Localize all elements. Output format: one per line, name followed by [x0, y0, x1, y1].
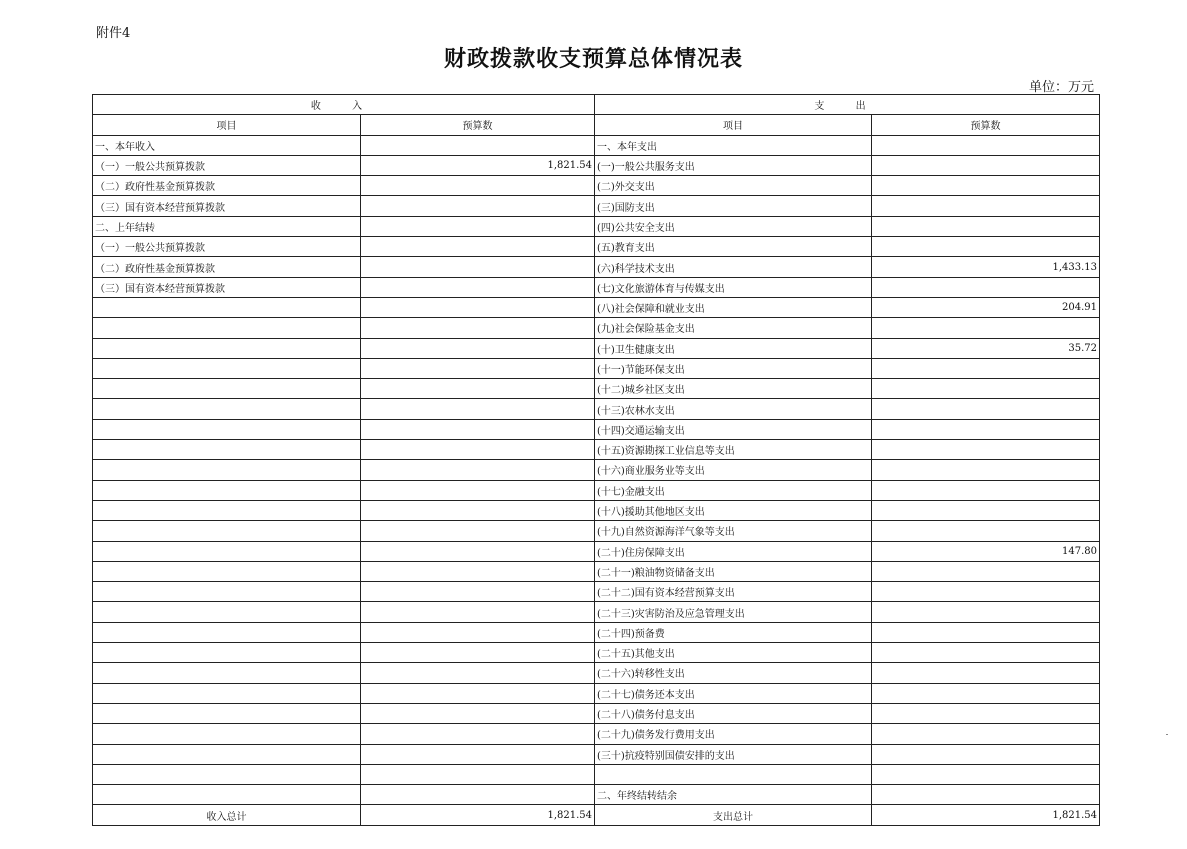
table-row	[93, 764, 1100, 784]
expense-header-text: 支 出	[814, 101, 880, 113]
income-item-cell	[93, 541, 361, 561]
expense-item-cell: (四)公共安全支出	[595, 216, 872, 236]
income-item-cell	[93, 724, 361, 744]
expense-item-cell: (三十)抗疫特别国债安排的支出	[595, 744, 872, 764]
income-item-cell: （三）国有资本经营预算拨款	[93, 196, 361, 216]
expense-item-cell: (二)外交支出	[595, 176, 872, 196]
expense-item-cell: (十)卫生健康支出	[595, 338, 872, 358]
table-row	[93, 216, 1100, 236]
expense-value-cell: 35.72	[872, 338, 1100, 358]
table-row	[93, 703, 1100, 723]
expense-total-label: 支出总计	[595, 805, 872, 825]
expense-value-cell	[872, 744, 1100, 764]
expense-item-cell: (八)社会保障和就业支出	[595, 297, 872, 317]
expense-item-cell: 一、本年支出	[595, 135, 872, 155]
income-value-cell	[361, 237, 595, 257]
expense-item-cell: (二十六)转移性支出	[595, 663, 872, 683]
income-total-value: 1,821.54	[361, 805, 595, 825]
income-item-cell: （三）国有资本经营预算拨款	[93, 277, 361, 297]
expense-value-cell	[872, 724, 1100, 744]
expense-value-cell	[872, 480, 1100, 500]
expense-value-cell	[872, 460, 1100, 480]
income-value-cell	[361, 521, 595, 541]
expense-item-cell: (二十)住房保障支出	[595, 541, 872, 561]
table-row	[93, 561, 1100, 581]
totals-row	[93, 805, 1100, 825]
income-item-cell	[93, 480, 361, 500]
income-value-cell	[361, 541, 595, 561]
expense-value-cell: 204.91	[872, 297, 1100, 317]
income-value-cell	[361, 176, 595, 196]
income-item-cell: （二）政府性基金预算拨款	[93, 176, 361, 196]
income-budget-header: 预算数	[361, 115, 595, 135]
table-row	[93, 663, 1100, 683]
income-item-cell	[93, 440, 361, 460]
expense-item-cell: (十九)自然资源海洋气象等支出	[595, 521, 872, 541]
expense-budget-header: 预算数	[872, 115, 1100, 135]
table-row	[93, 419, 1100, 439]
income-item-cell	[93, 561, 361, 581]
income-item-cell	[93, 602, 361, 622]
table-row	[93, 297, 1100, 317]
expense-value-cell	[872, 358, 1100, 378]
income-item-cell: 一、本年收入	[93, 135, 361, 155]
income-value-cell	[361, 561, 595, 581]
table-row	[93, 785, 1100, 805]
expense-value-cell	[872, 277, 1100, 297]
table-row	[93, 155, 1100, 175]
expense-item-cell: (十二)城乡社区支出	[595, 379, 872, 399]
table-row	[93, 460, 1100, 480]
column-header-row	[93, 115, 1100, 135]
expense-value-cell	[872, 379, 1100, 399]
income-header-text: 收 入	[310, 101, 377, 113]
expense-value-cell	[872, 135, 1100, 155]
expense-value-cell	[872, 419, 1100, 439]
table-row	[93, 237, 1100, 257]
table-row	[93, 399, 1100, 419]
scan-mark	[1166, 734, 1168, 735]
income-item-header: 项目	[93, 115, 361, 135]
expense-item-cell: (十四)交通运输支出	[595, 419, 872, 439]
expense-value-cell	[872, 176, 1100, 196]
expense-item-cell: (二十三)灾害防治及应急管理支出	[595, 602, 872, 622]
expense-item-cell: (十六)商业服务业等支出	[595, 460, 872, 480]
expense-value-cell	[872, 683, 1100, 703]
table-row	[93, 724, 1100, 744]
income-item-cell	[93, 460, 361, 480]
expense-item-cell: (十八)援助其他地区支出	[595, 500, 872, 520]
income-item-cell	[93, 379, 361, 399]
income-value-cell	[361, 622, 595, 642]
income-item-cell	[93, 500, 361, 520]
expense-value-cell	[872, 561, 1100, 581]
table-row	[93, 135, 1100, 155]
expense-value-cell	[872, 196, 1100, 216]
unit-label: 单位：万元	[1028, 80, 1094, 95]
income-item-cell	[93, 622, 361, 642]
expense-item-cell: (十五)资源勘探工业信息等支出	[595, 440, 872, 460]
expense-value-cell: 147.80	[872, 541, 1100, 561]
income-value-cell	[361, 338, 595, 358]
budget-table	[92, 94, 1100, 826]
income-value-cell	[361, 683, 595, 703]
income-value-cell	[361, 663, 595, 683]
income-value-cell	[361, 582, 595, 602]
income-item-cell	[93, 419, 361, 439]
table-row	[93, 500, 1100, 520]
income-value-cell	[361, 399, 595, 419]
income-item-cell: （二）政府性基金预算拨款	[93, 257, 361, 277]
table-row	[93, 643, 1100, 663]
table-row	[93, 196, 1100, 216]
income-value-cell	[361, 460, 595, 480]
expense-item-cell: (二十九)债务发行费用支出	[595, 724, 872, 744]
income-value-cell	[361, 744, 595, 764]
table-row	[93, 379, 1100, 399]
income-total-label: 收入总计	[93, 805, 361, 825]
income-value-cell	[361, 440, 595, 460]
income-item-cell: （一）一般公共预算拨款	[93, 237, 361, 257]
expense-value-cell	[872, 785, 1100, 805]
income-value-cell	[361, 358, 595, 378]
expense-value-cell	[872, 500, 1100, 520]
income-value-cell	[361, 277, 595, 297]
expense-item-cell: (六)科学技术支出	[595, 257, 872, 277]
income-item-cell	[93, 399, 361, 419]
table-row	[93, 521, 1100, 541]
table-body	[93, 135, 1100, 805]
income-item-cell	[93, 764, 361, 784]
income-value-cell	[361, 764, 595, 784]
table-row	[93, 440, 1100, 460]
income-value-cell	[361, 785, 595, 805]
income-item-cell: （一）一般公共预算拨款	[93, 155, 361, 175]
table-row	[93, 277, 1100, 297]
expense-item-cell: (二十一)粮油物资储备支出	[595, 561, 872, 581]
expense-value-cell	[872, 521, 1100, 541]
expense-item-cell: (三)国防支出	[595, 196, 872, 216]
income-value-cell	[361, 480, 595, 500]
table-row	[93, 338, 1100, 358]
expense-value-cell	[872, 318, 1100, 338]
expense-item-cell	[595, 764, 872, 784]
expense-item-cell: (二十七)债务还本支出	[595, 683, 872, 703]
section-header-row	[93, 95, 1100, 115]
expense-item-cell: (十一)节能环保支出	[595, 358, 872, 378]
expense-item-cell: (二十四)预备费	[595, 622, 872, 642]
income-value-cell	[361, 703, 595, 723]
income-item-cell	[93, 643, 361, 663]
expense-item-cell: 二、年终结转结余	[595, 785, 872, 805]
expense-value-cell	[872, 663, 1100, 683]
income-item-cell	[93, 744, 361, 764]
table-row	[93, 257, 1100, 277]
income-value-cell	[361, 602, 595, 622]
expense-value-cell	[872, 643, 1100, 663]
income-item-cell	[93, 703, 361, 723]
income-value-cell	[361, 500, 595, 520]
table-row	[93, 358, 1100, 378]
expense-item-header: 项目	[595, 115, 872, 135]
expense-item-cell: (十七)金融支出	[595, 480, 872, 500]
income-value-cell	[361, 216, 595, 236]
income-item-cell	[93, 663, 361, 683]
income-section-header	[93, 95, 595, 115]
expense-value-cell	[872, 155, 1100, 175]
income-value-cell	[361, 318, 595, 338]
expense-total-value: 1,821.54	[872, 805, 1100, 825]
income-item-cell	[93, 318, 361, 338]
table-row	[93, 622, 1100, 642]
income-item-cell	[93, 358, 361, 378]
income-value-cell	[361, 643, 595, 663]
income-value-cell	[361, 297, 595, 317]
income-item-cell: 二、上年结转	[93, 216, 361, 236]
expense-value-cell	[872, 602, 1100, 622]
expense-item-cell: (二十二)国有资本经营预算支出	[595, 582, 872, 602]
income-item-cell	[93, 785, 361, 805]
page-title: 财政拨款收支预算总体情况表	[443, 46, 743, 72]
expense-value-cell	[872, 764, 1100, 784]
expense-value-cell	[872, 399, 1100, 419]
expense-item-cell: (五)教育支出	[595, 237, 872, 257]
expense-value-cell: 1,433.13	[872, 257, 1100, 277]
table-row	[93, 602, 1100, 622]
expense-value-cell	[872, 216, 1100, 236]
expense-value-cell	[872, 582, 1100, 602]
income-value-cell	[361, 419, 595, 439]
expense-value-cell	[872, 237, 1100, 257]
table-row	[93, 683, 1100, 703]
attachment-label: 附件4	[96, 26, 131, 41]
expense-value-cell	[872, 622, 1100, 642]
income-item-cell	[93, 683, 361, 703]
table-row	[93, 480, 1100, 500]
income-value-cell	[361, 135, 595, 155]
table-row	[93, 541, 1100, 561]
income-value-cell: 1,821.54	[361, 155, 595, 175]
table-row	[93, 176, 1100, 196]
expense-value-cell	[872, 440, 1100, 460]
expense-item-cell: (七)文化旅游体育与传媒支出	[595, 277, 872, 297]
expense-section-header	[595, 95, 1100, 115]
table-row	[93, 582, 1100, 602]
expense-item-cell: (二十八)债务付息支出	[595, 703, 872, 723]
income-item-cell	[93, 582, 361, 602]
expense-item-cell: (一)一般公共服务支出	[595, 155, 872, 175]
income-item-cell	[93, 297, 361, 317]
table-row	[93, 744, 1100, 764]
income-item-cell	[93, 521, 361, 541]
income-value-cell	[361, 724, 595, 744]
income-value-cell	[361, 379, 595, 399]
expense-value-cell	[872, 703, 1100, 723]
expense-item-cell: (九)社会保险基金支出	[595, 318, 872, 338]
income-item-cell	[93, 338, 361, 358]
income-value-cell	[361, 257, 595, 277]
income-value-cell	[361, 196, 595, 216]
expense-item-cell: (十三)农林水支出	[595, 399, 872, 419]
expense-item-cell: (二十五)其他支出	[595, 643, 872, 663]
table-row	[93, 318, 1100, 338]
